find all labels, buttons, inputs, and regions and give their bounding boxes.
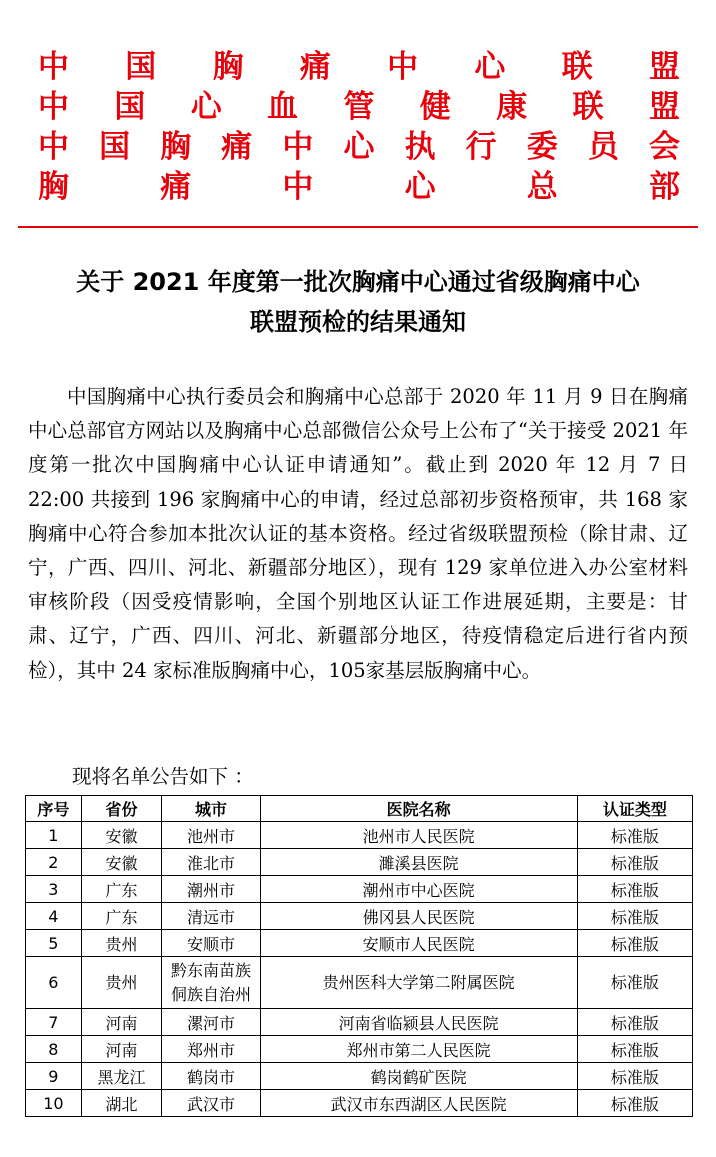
letterhead-char: 痛 (299, 48, 331, 85)
col-header-hospital: 医院名称 (260, 796, 577, 822)
cell-city-line: 侗族自治州 (171, 984, 252, 1004)
cell-city (162, 849, 260, 876)
letterhead-line (38, 83, 680, 123)
cell-hospital: 安顺市人民医院 (260, 930, 577, 957)
table-body (26, 822, 693, 1117)
list-intro: 现将名单公告如下 ： (72, 765, 254, 788)
letterhead-char: 痛 (160, 168, 192, 205)
letterhead-char: 部 (648, 168, 680, 205)
table-row (26, 1063, 693, 1090)
table-row (26, 1090, 693, 1117)
cell-province: 广东 (81, 876, 162, 903)
letterhead-char: 国 (114, 88, 146, 125)
cell-no: 3 (26, 876, 82, 903)
letterhead-char: 胸 (38, 168, 69, 205)
letterhead-char: 心 (190, 88, 222, 125)
letterhead-char: 心 (404, 168, 436, 205)
letterhead-char: 胸 (212, 48, 244, 85)
title-line-2: 联盟预检的结果通知 (250, 308, 466, 336)
cell-city (162, 903, 260, 930)
cell-city-line: 武汉市 (187, 1094, 236, 1114)
cell-city-line: 池州市 (187, 826, 236, 846)
col-header-type: 认证类型 (577, 796, 692, 822)
letterhead-char: 员 (587, 128, 619, 165)
cell-type: 标准版 (577, 957, 692, 1009)
letterhead-char: 委 (526, 128, 558, 165)
cell-no: 6 (26, 957, 82, 1009)
cell-no: 7 (26, 1009, 82, 1036)
letterhead-char: 胸 (160, 128, 192, 165)
cell-type: 标准版 (577, 822, 692, 849)
body-paragraph: 中国胸痛中心执行委员会和胸痛中心总部于 2020 年 11 月 9 日在胸痛中心总部官方网站以及胸痛中心总部微信公众号上公布了“关于接受 2021 年度第一批次中国胸痛中心认证申请通知”。截止到 2020 年 12 月 7 日 22:00 共接到 196 家胸痛中心的申请，经过总部初步资格预审，共 168 家胸痛中心符合参加本批次认证的基本资格。经过省级联盟预检（除甘肃、辽宁，广西、四川、河北、新疆部分地区），现有 129 家单位进入办公室材料审核阶段（因受疫情影响，全国个别地区认证工作进展延期，主要是：甘肃、辽宁，广西、四川、河北、新疆部分地区，待疫情稳定后进行省内预检），其中 24 家标准版胸痛中心，105家基层版胸痛中心。 (28, 385, 688, 682)
cell-type: 标准版 (577, 1009, 692, 1036)
cell-type: 标准版 (577, 849, 692, 876)
cell-city (162, 930, 260, 957)
letterhead-line (38, 43, 680, 83)
table-row (26, 1036, 693, 1063)
letterhead-char: 痛 (221, 128, 253, 165)
cell-type: 标准版 (577, 1063, 692, 1090)
cell-province: 安徽 (81, 822, 162, 849)
letterhead-char: 行 (465, 128, 497, 165)
cell-type: 标准版 (577, 930, 692, 957)
cell-province: 湖北 (81, 1090, 162, 1117)
cell-city (162, 1063, 260, 1090)
cell-no: 1 (26, 822, 82, 849)
cell-no: 10 (26, 1090, 82, 1117)
letterhead-char: 康 (496, 88, 528, 125)
cell-no: 8 (26, 1036, 82, 1063)
letterhead-char: 中 (282, 168, 314, 205)
cell-province: 广东 (81, 903, 162, 930)
letterhead-char: 总 (526, 168, 558, 205)
table-row (26, 876, 693, 903)
cell-hospital: 潮州市中心医院 (260, 876, 577, 903)
cell-hospital: 濉溪县医院 (260, 849, 577, 876)
cell-type: 标准版 (577, 1090, 692, 1117)
cell-city-line: 清远市 (187, 907, 236, 927)
cell-no: 4 (26, 903, 82, 930)
col-header-city: 城市 (162, 796, 260, 822)
cell-no: 5 (26, 930, 82, 957)
title-line-1: 关于 2021 年度第一批次胸痛中心通过省级胸痛中心 (76, 268, 640, 296)
table-header-row (26, 796, 693, 822)
letterhead-char: 盟 (648, 48, 680, 85)
letterhead-char: 健 (419, 88, 451, 125)
cell-hospital: 武汉市东西湖区人民医院 (260, 1090, 577, 1117)
cell-province: 贵州 (81, 930, 162, 957)
cell-province: 河南 (81, 1036, 162, 1063)
red-divider (18, 226, 698, 228)
letterhead-char: 中 (387, 48, 419, 85)
letterhead-line (38, 163, 680, 203)
cell-city-line: 淮北市 (187, 853, 236, 873)
cell-hospital: 郑州市第二人民医院 (260, 1036, 577, 1063)
table-row (26, 849, 693, 876)
letterhead-char: 中 (38, 128, 69, 165)
table-row (26, 822, 693, 849)
letterhead-char: 血 (267, 88, 299, 125)
cell-city-line: 郑州市 (187, 1040, 236, 1060)
red-letterhead (38, 43, 680, 203)
table-row (26, 1009, 693, 1036)
letterhead-line (38, 123, 680, 163)
cell-city (162, 957, 260, 1009)
cell-province: 安徽 (81, 849, 162, 876)
cell-city-line: 安顺市 (187, 934, 236, 954)
cell-no: 9 (26, 1063, 82, 1090)
cell-hospital: 贵州医科大学第二附属医院 (260, 957, 577, 1009)
letterhead-char: 联 (572, 88, 604, 125)
cell-city-line: 鹤岗市 (187, 1067, 236, 1087)
letterhead-char: 国 (125, 48, 157, 85)
cell-city-line: 漯河市 (187, 1013, 236, 1033)
cell-hospital: 池州市人民医院 (260, 822, 577, 849)
cell-type: 标准版 (577, 1036, 692, 1063)
cell-no: 2 (26, 849, 82, 876)
col-header-province: 省份 (81, 796, 162, 822)
cell-hospital: 河南省临颍县人民医院 (260, 1009, 577, 1036)
letterhead-char: 联 (561, 48, 593, 85)
letterhead-char: 国 (99, 128, 131, 165)
cell-province: 贵州 (81, 957, 162, 1009)
letterhead-char: 会 (648, 128, 680, 165)
cell-hospital: 佛冈县人民医院 (260, 903, 577, 930)
cell-city-line: 潮州市 (187, 880, 236, 900)
letterhead-char: 心 (343, 128, 375, 165)
cell-type: 标准版 (577, 903, 692, 930)
letterhead-char: 盟 (649, 88, 680, 125)
cell-city (162, 822, 260, 849)
cell-city (162, 1090, 260, 1117)
cell-city-line: 黔东南苗族 (171, 960, 252, 980)
cell-province: 黑龙江 (81, 1063, 162, 1090)
letterhead-char: 中 (282, 128, 314, 165)
letterhead-char: 管 (343, 88, 375, 125)
cell-hospital: 鹤岗鹤矿医院 (260, 1063, 577, 1090)
table-row (26, 930, 693, 957)
document-title (20, 262, 696, 342)
table-row (26, 957, 693, 1009)
col-header-no: 序号 (26, 796, 82, 822)
cell-province: 河南 (81, 1009, 162, 1036)
table-row (26, 903, 693, 930)
cell-city (162, 1036, 260, 1063)
cell-city (162, 876, 260, 903)
letterhead-char: 中 (38, 48, 69, 85)
letterhead-char: 中 (38, 88, 69, 125)
hospital-table (25, 795, 693, 1117)
letterhead-char: 执 (404, 128, 436, 165)
cell-type: 标准版 (577, 876, 692, 903)
cell-city (162, 1009, 260, 1036)
letterhead-char: 心 (474, 48, 506, 85)
